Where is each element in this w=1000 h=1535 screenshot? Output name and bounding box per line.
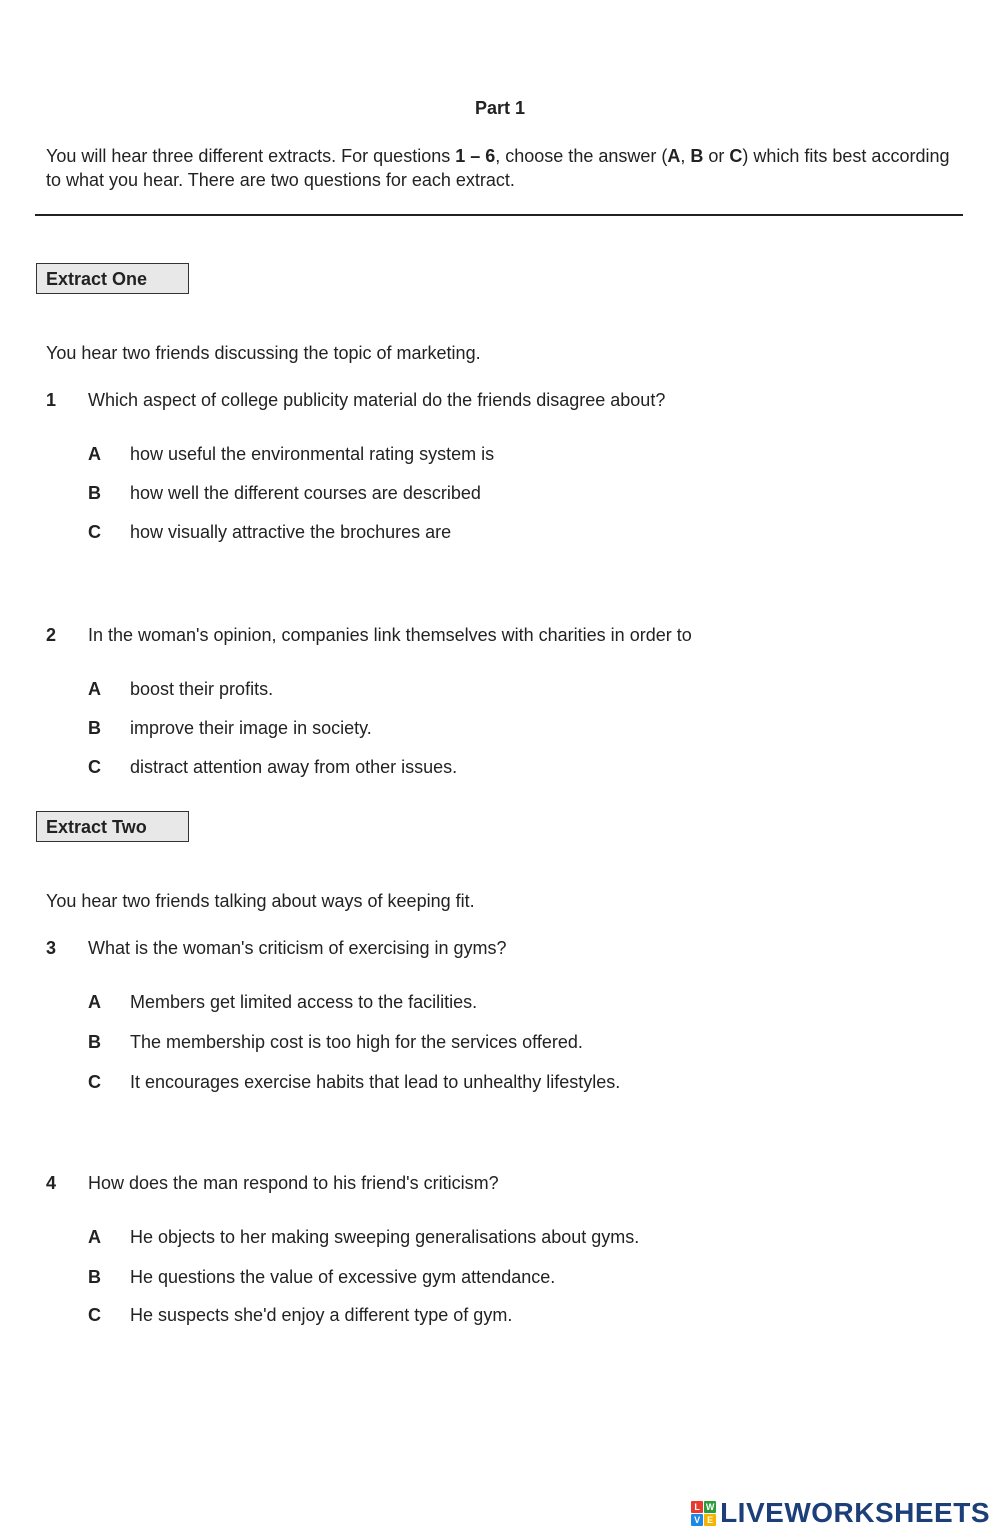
option-a-ref: A bbox=[667, 146, 681, 166]
instructions-comma: , bbox=[680, 146, 691, 166]
option-text: how well the different courses are described bbox=[130, 483, 481, 503]
extract-two-context: You hear two friends talking about ways of keeping fit. bbox=[46, 891, 475, 911]
instructions-suffix: ) which fits best according to what you hear. There are two questions for each extract. bbox=[46, 146, 950, 190]
extract-one-label: Extract One bbox=[36, 263, 189, 294]
option-letter: A bbox=[88, 444, 101, 464]
option-text: boost their profits. bbox=[130, 679, 274, 699]
option-text: It encourages exercise habits that lead to unhealthy lifestyles. bbox=[130, 1072, 621, 1092]
option-letter: C bbox=[88, 1305, 101, 1325]
logo-icon bbox=[691, 1501, 716, 1526]
logo-tile: L bbox=[691, 1501, 703, 1513]
page-title: Part 1 bbox=[474, 98, 526, 118]
instructions-or: or bbox=[703, 146, 730, 166]
logo-tile: W bbox=[705, 1501, 715, 1512]
option-letter: B bbox=[88, 1032, 101, 1052]
question-number: 2 bbox=[46, 625, 57, 645]
question-number: 4 bbox=[46, 1173, 57, 1193]
divider bbox=[35, 214, 963, 216]
option-letter: A bbox=[88, 992, 101, 1012]
question-text: How does the man respond to his friend's criticism? bbox=[88, 1173, 499, 1193]
question-number: 3 bbox=[46, 938, 57, 958]
option-text: He objects to her making sweeping generalisations about gyms. bbox=[130, 1227, 640, 1247]
question-text: In the woman's opinion, companies link themselves with charities in order to bbox=[88, 625, 692, 645]
logo-tile: V bbox=[691, 1514, 703, 1526]
logo-text: LIVEWORKSHEETS bbox=[720, 1497, 990, 1528]
extract-two-label: Extract Two bbox=[36, 811, 189, 842]
option-b-ref: B bbox=[690, 146, 704, 166]
instructions-prefix: You will hear three different extracts. For questions bbox=[46, 146, 456, 166]
instructions-middle: , choose the answer ( bbox=[495, 146, 668, 166]
option-text: He questions the value of excessive gym attendance. bbox=[130, 1267, 556, 1287]
option-letter: C bbox=[88, 1072, 101, 1092]
question-text: Which aspect of college publicity material do the friends disagree about? bbox=[88, 390, 666, 410]
question-number: 1 bbox=[46, 390, 57, 410]
question-range: 1 – 6 bbox=[455, 146, 496, 166]
option-text: improve their image in society. bbox=[130, 718, 372, 738]
option-text: how visually attractive the brochures are bbox=[130, 522, 452, 542]
option-letter: C bbox=[88, 522, 101, 542]
liveworksheets-logo[interactable] bbox=[691, 1497, 990, 1529]
option-letter: B bbox=[88, 483, 101, 503]
extract-one-context: You hear two friends discussing the topic of marketing. bbox=[46, 343, 481, 363]
option-text: Members get limited access to the facilities. bbox=[130, 992, 478, 1012]
option-text: The membership cost is too high for the services offered. bbox=[130, 1032, 583, 1052]
logo-tile: E bbox=[704, 1514, 716, 1526]
option-letter: B bbox=[88, 718, 101, 738]
option-letter: B bbox=[88, 1267, 101, 1287]
option-letter: C bbox=[88, 757, 101, 777]
option-c-ref: C bbox=[729, 146, 743, 166]
option-text: distract attention away from other issues. bbox=[130, 757, 458, 777]
instructions bbox=[46, 144, 956, 192]
option-text: He suspects she'd enjoy a different type of gym. bbox=[130, 1305, 513, 1325]
option-text: how useful the environmental rating system is bbox=[130, 444, 495, 464]
option-letter: A bbox=[88, 679, 101, 699]
option-letter: A bbox=[88, 1227, 101, 1247]
question-text: What is the woman's criticism of exercising in gyms? bbox=[88, 938, 507, 958]
